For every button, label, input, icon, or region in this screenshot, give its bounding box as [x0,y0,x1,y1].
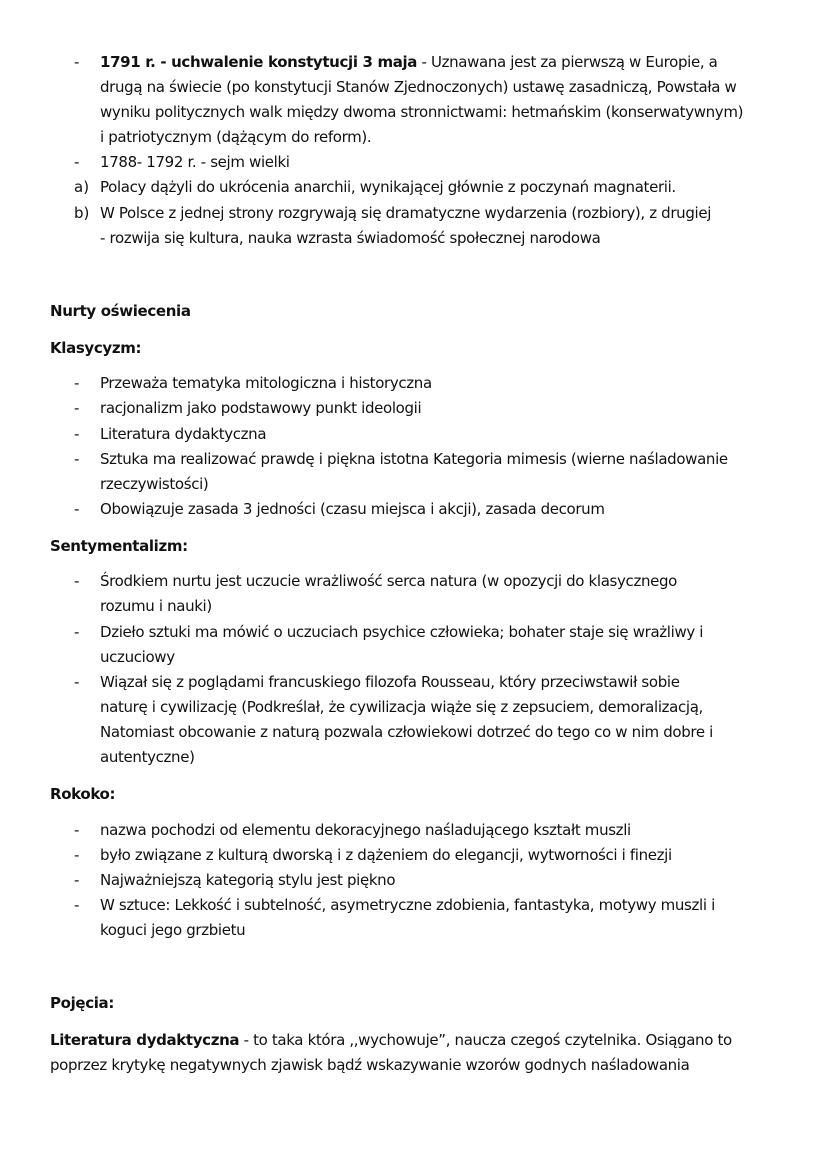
sentymentalizm-item-cont: uczuciowy [100,648,175,666]
constitution-heading: 1791 r. - uchwalenie konstytucji 3 maja [100,53,418,71]
klasycyzm-item: Sztuka ma realizować prawdę i piękna istotna Kategoria mimesis (wierne naśladowanie [100,450,728,468]
bullet-marker: - [74,572,80,590]
constitution-bullet-line-3: wyniku politycznych walk między dwoma stronnictwami: hetmańskim (konserwatywnym) [100,103,744,121]
klasycyzm-item: Przeważa tematyka mitologiczna i historyczna [100,374,432,392]
definition-line-1 [50,1030,732,1050]
definition-text: - to taka która ,,wychowuje”, naucza czegoś czytelnika. Osiągano to [239,1031,732,1049]
list-marker-b: b) [74,204,90,222]
list-item-b-line-1: W Polsce z jednej strony rozgrywają się dramatyczne wydarzenia (rozbiory), z drugiej [100,204,712,222]
sentymentalizm-item-cont: autentyczne) [100,748,195,766]
klasycyzm-item-cont: rzeczywistości) [100,475,209,493]
klasycyzm-item: racjonalizm jako podstawowy punkt ideologii [100,399,422,417]
constitution-bullet-line-2: drugą na świecie (po konstytucji Stanów Zjednoczonych) ustawę zasadniczą, Powstała w [100,78,737,96]
klasycyzm-item: Literatura dydaktyczna [100,425,267,443]
constitution-bullet-line-1 [100,52,718,72]
rokoko-heading: Rokoko: [50,785,116,803]
rokoko-item: W sztuce: Lekkość i subtelność, asymetryczne zdobienia, fantastyka, motywy muszli i [100,896,715,914]
bullet-marker: - [74,374,80,392]
sejm-bullet: 1788- 1792 r. - sejm wielki [100,153,290,171]
constitution-bullet-line-4: i patriotycznym (dążącym do reform). [100,128,372,146]
list-item-b-line-2: - rozwija się kultura, nauka wzrasta świadomość społecznej narodowa [100,229,601,247]
rokoko-item: Najważniejszą kategorią stylu jest piękno [100,871,396,889]
klasycyzm-item: Obowiązuje zasada 3 jedności (czasu miejsca i akcji), zasada decorum [100,500,605,518]
sentymentalizm-item: Dzieło sztuki ma mówić o uczuciach psychice człowieka; bohater staje się wrażliwy i [100,623,704,641]
list-item-a: Polacy dążyli do ukrócenia anarchii, wynikającej głównie z poczynań magnaterii. [100,178,676,196]
sentymentalizm-item-cont: naturę i cywilizację (Podkreślał, że cywilizacja wiąże się z zepsuciem, demoralizacją, [100,698,703,716]
bullet-marker: - [74,896,80,914]
section-title: Nurty oświecenia [50,302,191,320]
list-marker-a: a) [74,178,90,196]
bullet-marker: - [74,871,80,889]
bullet-marker: - [74,153,80,171]
bullet-marker: - [74,399,80,417]
rokoko-item: nazwa pochodzi od elementu dekoracyjnego naśladującego kształt muszli [100,821,631,839]
bullet-marker: - [74,425,80,443]
bullet-marker: - [74,623,80,641]
pojecia-heading: Pojęcia: [50,994,114,1012]
bullet-marker: - [74,450,80,468]
rokoko-item: było związane z kulturą dworską i z dążeniem do elegancji, wytworności i finezji [100,846,672,864]
sentymentalizm-item-cont: Natomiast obcowanie z naturą pozwala człowiekowi dotrzeć do tego co w nim dobre i [100,723,713,741]
definition-line-2: poprzez krytykę negatywnych zjawisk bądź wskazywanie wzorów godnych naśladowania [50,1056,690,1074]
bullet-marker: - [74,821,80,839]
definition-term: Literatura dydaktyczna [50,1031,240,1049]
sentymentalizm-item-cont: rozumu i nauki) [100,597,212,615]
bullet-marker: - [74,53,80,71]
bullet-marker: - [74,846,80,864]
klasycyzm-heading: Klasycyzm: [50,339,142,357]
sentymentalizm-item: Wiązał się z poglądami francuskiego filozofa Rousseau, który przeciwstawił sobie [100,673,680,691]
sentymentalizm-heading: Sentymentalizm: [50,537,188,555]
bullet-marker: - [74,500,80,518]
bullet-marker: - [74,673,80,691]
constitution-text: - Uznawana jest za pierwszą w Europie, a [417,53,718,71]
rokoko-item-cont: koguci jego grzbietu [100,921,246,939]
sentymentalizm-item: Środkiem nurtu jest uczucie wrażliwość serca natura (w opozycji do klasycznego [100,572,677,590]
